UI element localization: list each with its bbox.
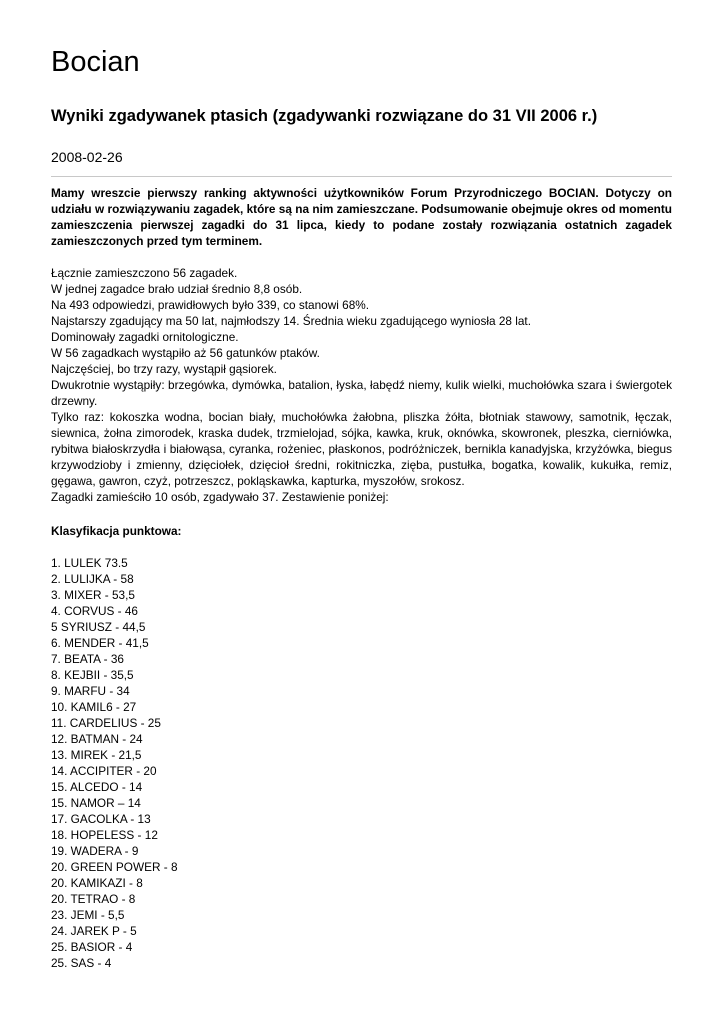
- ranking-item: 2. LULIJKA - 58: [51, 572, 134, 586]
- ranking-item: 20. GREEN POWER - 8: [51, 860, 178, 874]
- article-stats: [51, 265, 672, 505]
- ranking-item: 20. TETRAO - 8: [51, 892, 136, 906]
- ranking-item: 14. ACCIPITER - 20: [51, 764, 157, 778]
- ranking-item: 3. MIXER - 53,5: [51, 588, 135, 602]
- stat-answers: Na 493 odpowiedzi, prawidłowych było 339, co stanowi 68%.: [51, 298, 370, 312]
- site-title: Bocian: [51, 46, 140, 78]
- ranking-list: [51, 555, 178, 971]
- divider: [51, 176, 672, 177]
- stat-species: W 56 zagadkach wystąpiło aż 56 gatunków ptaków.: [51, 346, 320, 360]
- ranking-item: 23. JEMI - 5,5: [51, 908, 125, 922]
- ranking-item: 19. WADERA - 9: [51, 844, 139, 858]
- ranking-heading: Klasyfikacja punktowa:: [51, 524, 182, 538]
- ranking-item: 10. KAMIL6 - 27: [51, 700, 137, 714]
- ranking-item: 24. JAREK P - 5: [51, 924, 137, 938]
- article-date: 2008-02-26: [51, 149, 123, 165]
- ranking-item: 15. ALCEDO - 14: [51, 780, 143, 794]
- stat-avg-participants: W jednej zagadce brało udział średnio 8,8 osób.: [51, 282, 303, 296]
- ranking-item: 20. KAMIKAZI - 8: [51, 876, 143, 890]
- ranking-item: 15. NAMOR – 14: [51, 796, 141, 810]
- stat-set-by: Zagadki zamieściło 10 osób, zgadywało 37. Zestawienie poniżej:: [51, 490, 389, 504]
- ranking-item: 4. CORVUS - 46: [51, 604, 138, 618]
- ranking-item: 5 SYRIUSZ - 44,5: [51, 620, 146, 634]
- ranking-item: 25. BASIOR - 4: [51, 940, 133, 954]
- stat-ages: Najstarszy zgadujący ma 50 lat, najmłodszy 14. Średnia wieku zgadującego wyniosła 28 lat.: [51, 314, 531, 328]
- article-intro: Mamy wreszcie pierwszy ranking aktywności użytkowników Forum Przyrodniczego BOCIAN. Dotyczy on udziału w rozwiązywaniu zagadek, które są na nim zamieszczane. Podsumowanie obejmuje okres od momentu zamieszczenia pierwszej zagadki do 31 lipca, kiedy to podane zostały rozwiązania ostatnich zagadek zamieszczonych przed tym terminem.: [51, 186, 672, 248]
- stat-total: Łącznie zamieszczono 56 zagadek.: [51, 266, 238, 280]
- stat-twice: Dwukrotnie wystąpiły: brzegówka, dymówka, batalion, łyska, łabędź niemy, kulik wielki, muchołówka szara i świergotek drzewny.: [51, 378, 672, 408]
- stat-ornithological: Dominowały zagadki ornitologiczne.: [51, 330, 239, 344]
- ranking-item: 25. SAS - 4: [51, 956, 112, 970]
- stat-most-frequent: Najczęściej, bo trzy razy, wystąpił gąsiorek.: [51, 362, 277, 376]
- article-title: Wyniki zgadywanek ptasich (zgadywanki rozwiązane do 31 VII 2006 r.): [51, 107, 598, 125]
- ranking-item: 8. KEJBII - 35,5: [51, 668, 134, 682]
- ranking-item: 18. HOPELESS - 12: [51, 828, 158, 842]
- ranking-item: 7. BEATA - 36: [51, 652, 124, 666]
- stat-once: Tylko raz: kokoszka wodna, bocian biały, muchołówka żałobna, pliszka żółta, błotniak stawowy, samotnik, łęczak, siewnica, żołna zimorodek, kraska dudek, trzmielojad, sójka, kawka, kruk, oknówka, skowronek, pleszka, cierniówka, rybitwa białoskrzydła i białowąsa, cyranka, rożeniec, płaskonos, podróżniczek, bernikla kanadyjska, krzyżówka, biegus krzywodzioby i zmienny, dzięciołek, dzięcioł średni, rokitniczka, zięba, pustułka, bogatka, kowalik, kukułka, remiz, gęgawa, gawron, czyż, potrzeszcz, pokląskawka, kapturka, myszołów, srokosz.: [51, 410, 672, 488]
- ranking-item: 9. MARFU - 34: [51, 684, 130, 698]
- ranking-item: 1. LULEK 73.5: [51, 556, 128, 570]
- ranking-item: 11. CARDELIUS - 25: [51, 716, 161, 730]
- ranking-item: 17. GACOLKA - 13: [51, 812, 151, 826]
- ranking-item: 13. MIREK - 21,5: [51, 748, 142, 762]
- ranking-item: 6. MENDER - 41,5: [51, 636, 149, 650]
- ranking-item: 12. BATMAN - 24: [51, 732, 143, 746]
